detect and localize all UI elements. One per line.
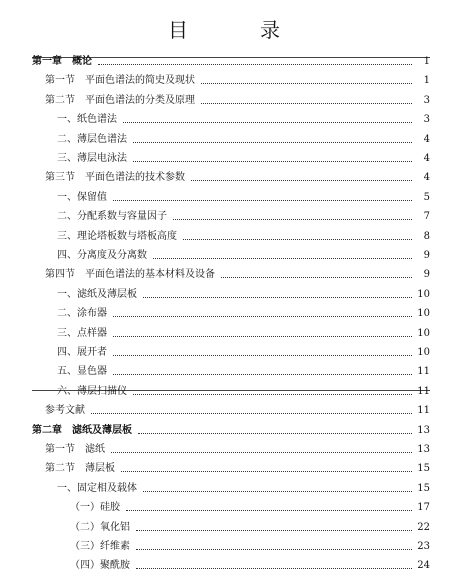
toc-entry — [0, 188, 474, 204]
toc-entry — [0, 421, 474, 437]
toc-entry-label: 第二章 滤纸及薄层板 — [32, 424, 132, 436]
toc-entry — [0, 91, 474, 107]
toc-page-number: 1 — [423, 56, 430, 67]
toc-page-number: 24 — [417, 560, 430, 572]
toc-page-number: 1 — [423, 75, 430, 87]
toc-page-number: 11 — [417, 405, 430, 417]
toc-page-number: 8 — [423, 230, 430, 242]
dot-leader — [133, 393, 412, 395]
dot-leader — [201, 102, 412, 104]
toc-entry — [0, 110, 474, 126]
dot-leader — [126, 509, 412, 511]
toc-entry-label: 参考文献 — [45, 405, 85, 417]
toc-entry — [0, 207, 474, 223]
toc-entry — [0, 518, 474, 534]
toc-page-number: 9 — [423, 269, 430, 281]
toc-entry-label: 第二节 薄层板 — [45, 463, 115, 475]
toc-entry-label: 二、分配系数与容量因子 — [57, 211, 167, 223]
toc-entry — [0, 52, 474, 68]
toc-page-number: 4 — [423, 172, 430, 184]
toc-entry — [0, 168, 474, 184]
dot-leader — [133, 141, 412, 143]
toc-entry-label: （一）硅胶 — [70, 502, 120, 514]
dot-leader — [111, 451, 412, 453]
toc-entry — [0, 149, 474, 165]
toc-entry-label: 三、薄层电泳法 — [57, 153, 127, 164]
toc-page-number: 4 — [423, 153, 430, 164]
dot-leader — [98, 63, 412, 65]
toc-entry-label: 第一节 平面色谱法的简史及现状 — [45, 75, 195, 87]
dot-leader — [183, 238, 412, 240]
dot-leader — [113, 335, 412, 337]
dot-leader — [138, 432, 412, 434]
toc-page-number: 4 — [423, 133, 430, 145]
dot-leader — [136, 567, 412, 569]
toc-page-number: 10 — [417, 347, 430, 358]
toc-entry-label: 四、分离度及分离数 — [57, 250, 147, 261]
toc-entry-label: 第三节 平面色谱法的技术参数 — [45, 172, 185, 184]
toc-entry-label: （三）纤维素 — [70, 541, 130, 552]
toc-page-number: 3 — [423, 94, 430, 106]
toc-entry — [0, 459, 474, 475]
dot-leader — [123, 121, 412, 123]
toc-page-number: 10 — [417, 327, 430, 339]
toc-entry — [0, 556, 474, 572]
toc-entry-label: 五、显色器 — [57, 366, 107, 378]
dot-leader — [136, 548, 412, 550]
toc-entry-label: （四）聚酰胺 — [70, 560, 130, 572]
toc-entry — [0, 246, 474, 262]
toc-entry-label: 一、保留值 — [57, 191, 107, 203]
toc-entry-label: 一、滤纸及薄层板 — [57, 288, 137, 300]
toc-page-number: 3 — [423, 114, 430, 126]
toc-page-number: 10 — [417, 308, 430, 320]
toc-entry — [0, 324, 474, 340]
toc-entry-label: 第一节 滤纸 — [45, 444, 105, 455]
toc-entry-label: 六、薄层扫描仪 — [57, 385, 127, 397]
dot-leader — [133, 160, 412, 162]
toc-entry-label: 第二节 平面色谱法的分类及原理 — [45, 94, 195, 106]
dot-leader — [191, 179, 412, 181]
toc-entry-label: （二）氧化铝 — [70, 521, 130, 533]
toc-entry — [0, 537, 474, 553]
toc-entry — [0, 285, 474, 301]
toc-entry — [0, 130, 474, 146]
dot-leader — [113, 354, 412, 356]
dot-leader — [143, 296, 412, 298]
toc-page-number: 7 — [423, 211, 430, 223]
toc-entry-label: 二、涂布器 — [57, 308, 107, 320]
dot-leader — [221, 276, 412, 278]
toc-page-number: 5 — [423, 191, 430, 203]
toc-page-number: 11 — [417, 366, 430, 378]
dot-leader — [173, 218, 412, 220]
dot-leader — [153, 257, 412, 259]
dot-leader — [113, 373, 412, 375]
toc-entry — [0, 440, 474, 456]
toc-page-number: 13 — [417, 444, 430, 455]
toc-page-number: 23 — [417, 541, 430, 552]
dot-leader — [113, 315, 412, 317]
toc-page-number: 15 — [417, 463, 430, 475]
dot-leader — [143, 490, 412, 492]
toc-entry — [0, 362, 474, 378]
toc-entry-label: 二、薄层色谱法 — [57, 133, 127, 145]
dot-leader — [136, 529, 412, 531]
toc-entry-label: 三、点样器 — [57, 327, 107, 339]
toc-entry-label: 第四节 平面色谱法的基本材料及设备 — [45, 269, 215, 281]
toc-entry — [0, 227, 474, 243]
dot-leader — [91, 412, 412, 414]
toc-entry-label: 三、理论塔板数与塔板高度 — [57, 230, 177, 242]
page-title: 目 录 — [168, 18, 306, 42]
toc-entry — [0, 265, 474, 281]
dot-leader — [113, 199, 412, 201]
toc-entry — [0, 498, 474, 514]
toc-entry — [0, 343, 474, 359]
toc-entry-label: 第一章 概论 — [32, 56, 92, 67]
toc-page-number: 17 — [417, 502, 430, 514]
toc-entry — [0, 479, 474, 495]
toc-entry — [0, 401, 474, 417]
toc-page-number: 10 — [417, 288, 430, 300]
toc-entry-label: 四、展开者 — [57, 347, 107, 358]
toc-entry — [0, 382, 474, 398]
toc-page-number: 13 — [417, 424, 430, 436]
toc-entry-label: 一、纸色谱法 — [57, 114, 117, 126]
dot-leader — [201, 82, 412, 84]
dot-leader — [121, 470, 412, 472]
toc-entry-label: 一、固定相及载体 — [57, 482, 137, 494]
toc-page-number: 22 — [417, 521, 430, 533]
toc-page-number: 9 — [423, 250, 430, 261]
toc-entry — [0, 71, 474, 87]
toc-page-number: 15 — [417, 482, 430, 494]
toc-entry — [0, 304, 474, 320]
toc-page-number: 11 — [417, 385, 430, 397]
